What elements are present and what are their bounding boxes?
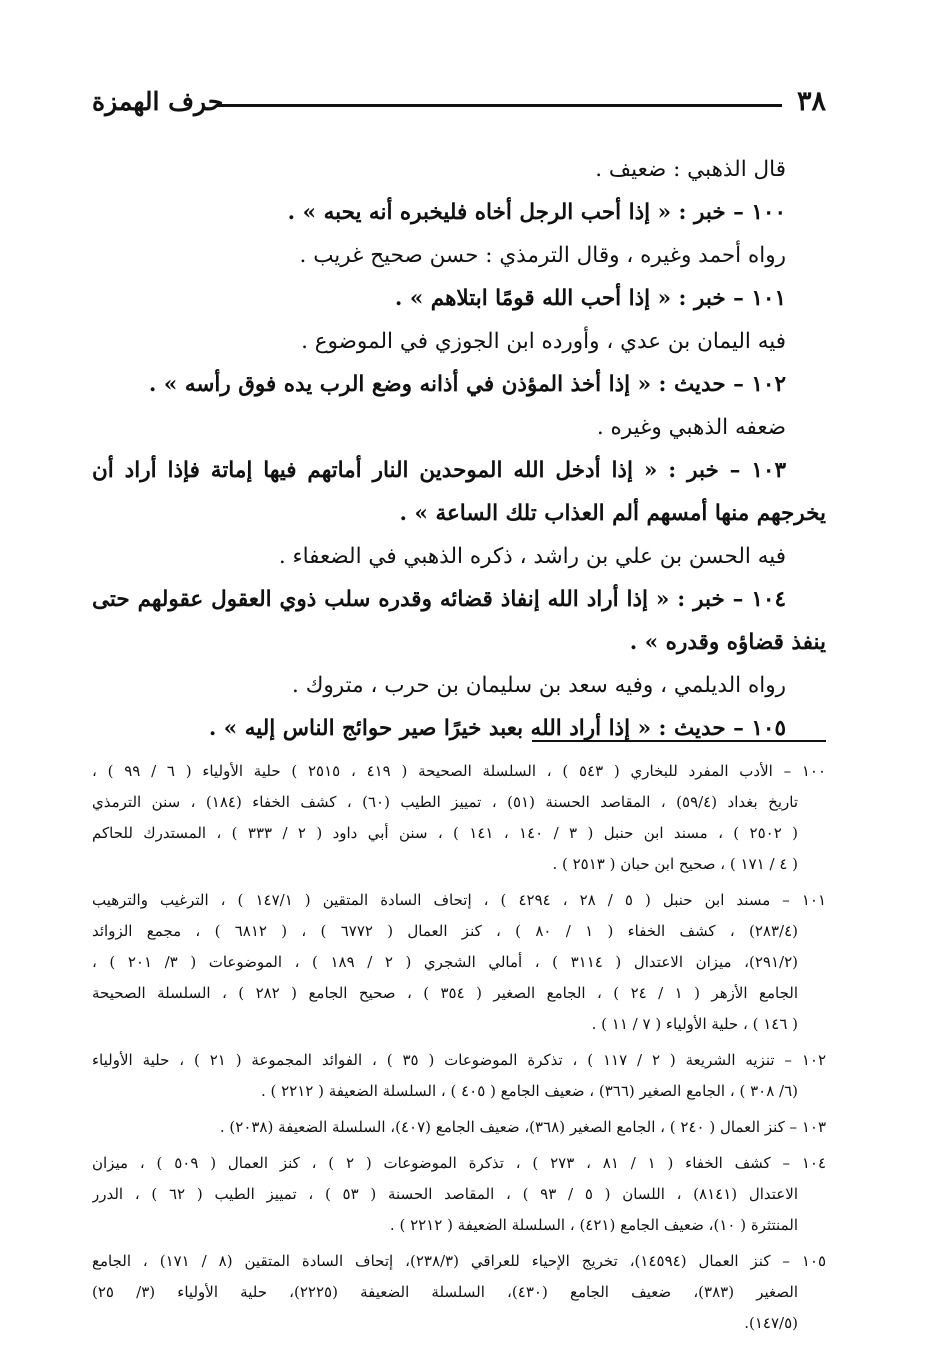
footnote-line: ( ٢٥٠٢ ) ، مسند ابن حنبل ( ٣ / ١٤٠ ، ١٤١ ) ، سنن أبي داود ( ٢ / ٣٣٣ ) ، المستدرك للحاكم (92, 824, 798, 842)
chapter-title: حرف الهمزة (92, 87, 224, 116)
footnote (92, 1112, 826, 1143)
footnote-line: الاعتدال (٨١٤١) ، اللسان ( ٥ / ٩٣ ) ، المقاصد الحسنة ( ٥٣ ) ، تمييز الطيب ( ٦٢ ) ، الدرر (92, 1185, 799, 1203)
body-text-line: ضعفه الذهبي وغيره . (596, 415, 786, 440)
footnote-line: ١٠٣ – كنز العمال ( ٢٤٠ ) ، الجامع الصغير (٣٦٨)، ضعيف الجامع (٤٠٧)، السلسلة الضعيفة (٢٠٣٨) . (219, 1118, 826, 1136)
footnote-line: ( ٤ / ١٧١ ) ، صحيح ابن حبان ( ٢٥١٣ ) . (552, 855, 798, 873)
footnote (92, 885, 826, 1040)
body-text-line: قال الذهبي : ضعيف . (595, 157, 786, 182)
entry-heading-line: يخرجهم منها أمسهم ألم العذاب تلك الساعة » . (399, 501, 826, 526)
footnote (92, 1045, 826, 1107)
header-rule (216, 104, 782, 107)
page-header (92, 82, 826, 122)
footnote-line: ١٠٤ – كشف الخفاء ( ١ / ٨١ ، ٢٧٣ ) ، تذكرة الموضوعات ( ٢ ) ، كنز العمال ( ٥٠٩ ) ، ميزان (92, 1154, 826, 1172)
entry-heading-line: ١٠٠ – خبر : « إذا أحب الرجل أخاه فليخبره أنه يحبه » . (287, 200, 786, 225)
footnote (92, 1246, 826, 1339)
body-text-line: فيه اليمان بن عدي ، وأورده ابن الجوزي في الموضوع . (301, 329, 786, 354)
body-text-line: رواه أحمد وغيره ، وقال الترمذي : حسن صحيح غريب . (299, 243, 786, 268)
main-text (92, 148, 826, 750)
footnotes-section (92, 756, 826, 1339)
entry-heading-line: ينفذ قضاؤه وقدره » . (629, 630, 826, 655)
footnote-line: المنتثرة ( ١٠)، ضعيف الجامع (٤٢١) ، السلسلة الضعيفة ( ٢٢١٢ ) . (389, 1216, 798, 1234)
page-number: ٣٨ (796, 86, 826, 117)
footnote (92, 756, 826, 880)
footnote-separator (532, 740, 826, 742)
footnote (92, 1148, 826, 1241)
entry-heading-line: ١٠٢ – حديث : « إذا أخذ المؤذن في أذانه وضع الرب يده فوق رأسه » . (148, 372, 786, 397)
footnote-line: ١٠٠ – الأدب المفرد للبخاري ( ٥٤٣ ) ، السلسلة الصحيحة ( ٤١٩ ، ٢٥١٥ ) حلية الأولياء ( ٦ / ٩٩ ) ، (92, 762, 826, 780)
footnote-line: الجامع الأزهر ( ١ / ٢٤ ) ، الجامع الصغير ( ٣٥٤ ) ، صحيح الجامع ( ٢٨٢ ) ، السلسلة الصحيحة (92, 984, 799, 1002)
footnote-line: (١٤٧/٥). (744, 1314, 798, 1332)
footnote-line: (٢٨٣/٤) ، كشف الخفاء ( ١ / ٨٠ ) ، كنز العمال ( ٦٧٧٢ ) ، ( ٦٨١٢ ) ، مجمع الزوائد (92, 922, 798, 940)
body-text-line: رواه الديلمي ، وفيه سعد بن سليمان بن حرب ، متروك . (292, 673, 786, 698)
footnote-line: (٢٩١/٢)، ميزان الاعتدال ( ٣١١٤ ) ، أمالي الشجري ( ٢ / ١٨٩ ) ، الموضوعات ( ٣/ ٢٠١ ) ، (92, 953, 799, 971)
entry-heading-line: ١٠٤ – خبر : « إذا أراد الله إنفاذ قضائه وقدره سلب ذوي العقول عقولهم حتى (92, 587, 786, 612)
footnote-line: تاريخ بغداد (٥٩/٤) ، المقاصد الحسنة (٥١) ، تمييز الطيب (٦٠) ، كشف الخفاء (١٨٤) ، سنن الترمذي (92, 793, 798, 811)
body-text-line: فيه الحسن بن علي بن راشد ، ذكره الذهبي في الضعفاء . (278, 544, 786, 569)
footnote-line: (٦/ ٣٠٨ ) ، الجامع الصغير (٣٦٦) ، ضعيف الجامع ( ٤٠٥ ) ، السلسلة الضعيفة ( ٢٢١٢ ) . (260, 1082, 798, 1100)
footnote-line: ١٠٢ – تنزيه الشريعة ( ٢ / ١١٧ ) ، تذكرة الموضوعات ( ٣٥ ) ، الفوائد المجموعة ( ٢١ ) ، حلية الأولياء (92, 1051, 826, 1069)
footnote-line: ( ١٤٦ ) ، حلية الأولياء ( ٧ / ١١ ) . (591, 1015, 798, 1033)
entry-heading-line: ١٠٥ – حديث : « إذا أراد الله بعبد خيرًا صير حوائج الناس إليه » . (208, 716, 786, 741)
footnote-line: الصغير (٣٨٣)، ضعيف الجامع (٤٣٠)، السلسلة الضعيفة (٢٢٢٥)، حلية الأولياء (٣/ ٢٥) (92, 1283, 799, 1301)
entry-heading-line: ١٠٣ – خبر : « إذا أدخل الله الموحدين النار أماتهم فيها إماتة فإذا أراد أن (92, 458, 786, 483)
footnote-line: ١٠٥ – كنز العمال (١٤٥٩٤)، تخريج الإحياء للعراقي (٢٣٨/٣)، إتحاف السادة المتقين (٨ / ١٧١) ، الجامع (92, 1252, 826, 1270)
entry-heading-line: ١٠١ – خبر : « إذا أحب الله قومًا ابتلاهم » . (394, 286, 786, 311)
footnote-line: ١٠١ – مسند ابن حنبل ( ٥ / ٢٨ ، ٤٢٩٤ ) ، إتحاف السادة المتقين ( ١٤٧/١ ) ، الترغيب والترهيب (92, 891, 826, 909)
